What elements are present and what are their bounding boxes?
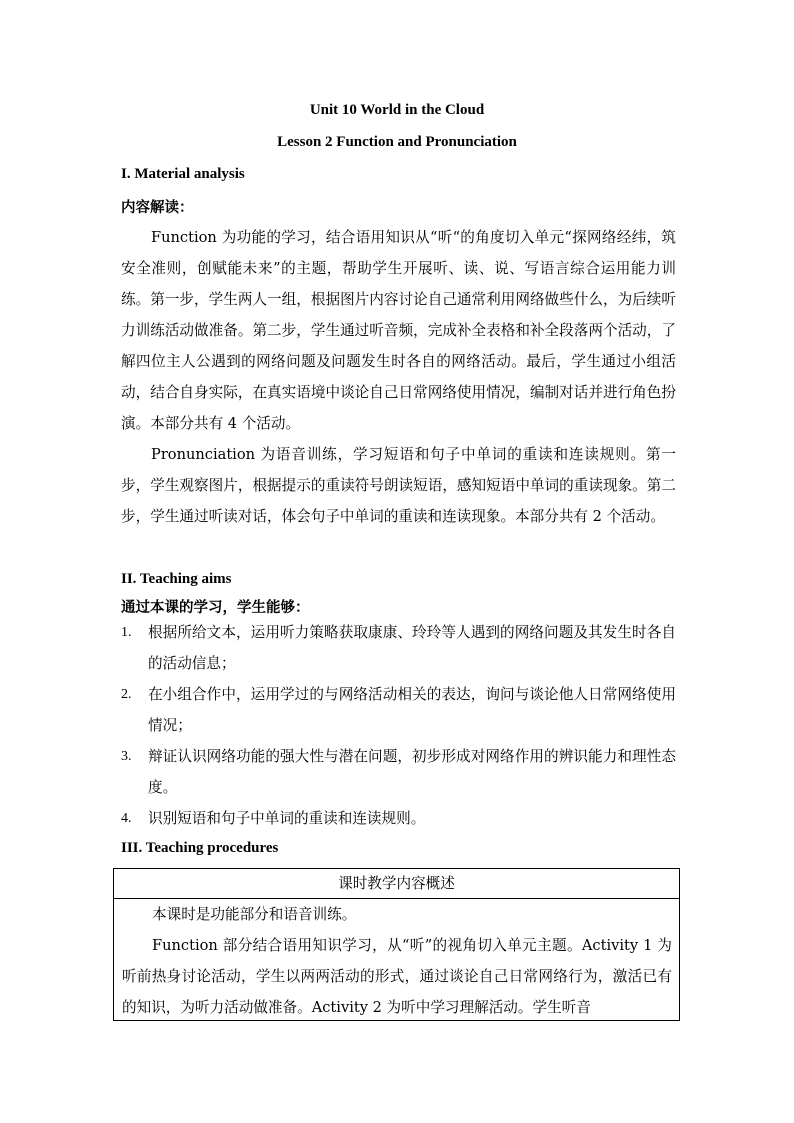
list-number: 4. — [121, 811, 132, 826]
list-item — [121, 803, 676, 834]
list-text: 辩证认识网络功能的强大性与潜在问题，初步形成对网络作用的辨识能力和理性态度。 — [148, 748, 676, 796]
lesson-title: Lesson 2 Function and Pronunciation — [277, 134, 517, 150]
table-paragraph: 本课时是功能部分和语音训练。 — [152, 906, 357, 923]
list-number: 3. — [121, 749, 132, 764]
table-paragraph: Function 部分结合语用知识学习，从“听”的视角切入单元主题。Activity 1 为听前热身讨论活动，学生以两两活动的形式，通过谈论自己日常网络行为，激活已有的知识，为听力活动做准备。Activity 2 为听中学习理解活动。学生听音 — [122, 937, 672, 1016]
list-text: 识别短语和句子中单词的重读和连读规则。 — [148, 810, 426, 827]
list-item — [121, 617, 676, 679]
function-paragraph: Function 为功能的学习，结合语用知识从“听“的角度切入单元“探网络经纬，筑安全准则，创赋能未来”的主题，帮助学生开展听、读、说、写语言综合运用能力训练。第一步，学生两人一组，根据图片内容讨论自己通常利用网络做些什么，为后续听力训练活动做准备。第二步，学生通过听音频，完成补全表格和补全段落两个活动，了解四位主人公遇到的网络问题及问题发生时各自的网络活动。最后，学生通过小组活动，结合自身实际，在真实语境中谈论自己日常网络使用情况，编制对话并进行角色扮演。本部分共有 4 个活动。 — [121, 229, 676, 432]
list-item — [121, 741, 676, 803]
pronunciation-paragraph: Pronunciation 为语音训练，学习短语和句子中单词的重读和连读规则。第一步，学生观察图片，根据提示的重读符号朗读短语，感知短语中单词的重读现象。第二步，学生通过听读对话，体会句子中单词的重读和连读现象。本部分共有 2 个活动。 — [121, 446, 676, 525]
list-number: 2. — [121, 687, 132, 702]
overview-table — [113, 868, 680, 1021]
teaching-aims-intro: 通过本课的学习，学生能够： — [121, 599, 310, 616]
teaching-aims-list — [121, 617, 676, 834]
section-teaching-aims-heading: II. Teaching aims — [121, 571, 232, 587]
list-text: 根据所给文本，运用听力策略获取康康、玲玲等人遇到的网络问题及其发生时各自的活动信息； — [148, 624, 676, 672]
table-header: 课时教学内容概述 — [114, 869, 679, 899]
content-interpretation-label: 内容解读： — [121, 199, 194, 216]
list-text: 在小组合作中，运用学过的与网络活动相关的表达，询问与谈论他人日常网络使用情况； — [148, 686, 676, 734]
table-body — [114, 899, 679, 1021]
list-item — [121, 679, 676, 741]
unit-title: Unit 10 World in the Cloud — [309, 102, 485, 118]
list-number: 1. — [121, 625, 132, 640]
section-teaching-procedures-heading: III. Teaching procedures — [121, 840, 279, 856]
section-material-analysis-heading: I. Material analysis — [121, 166, 245, 182]
